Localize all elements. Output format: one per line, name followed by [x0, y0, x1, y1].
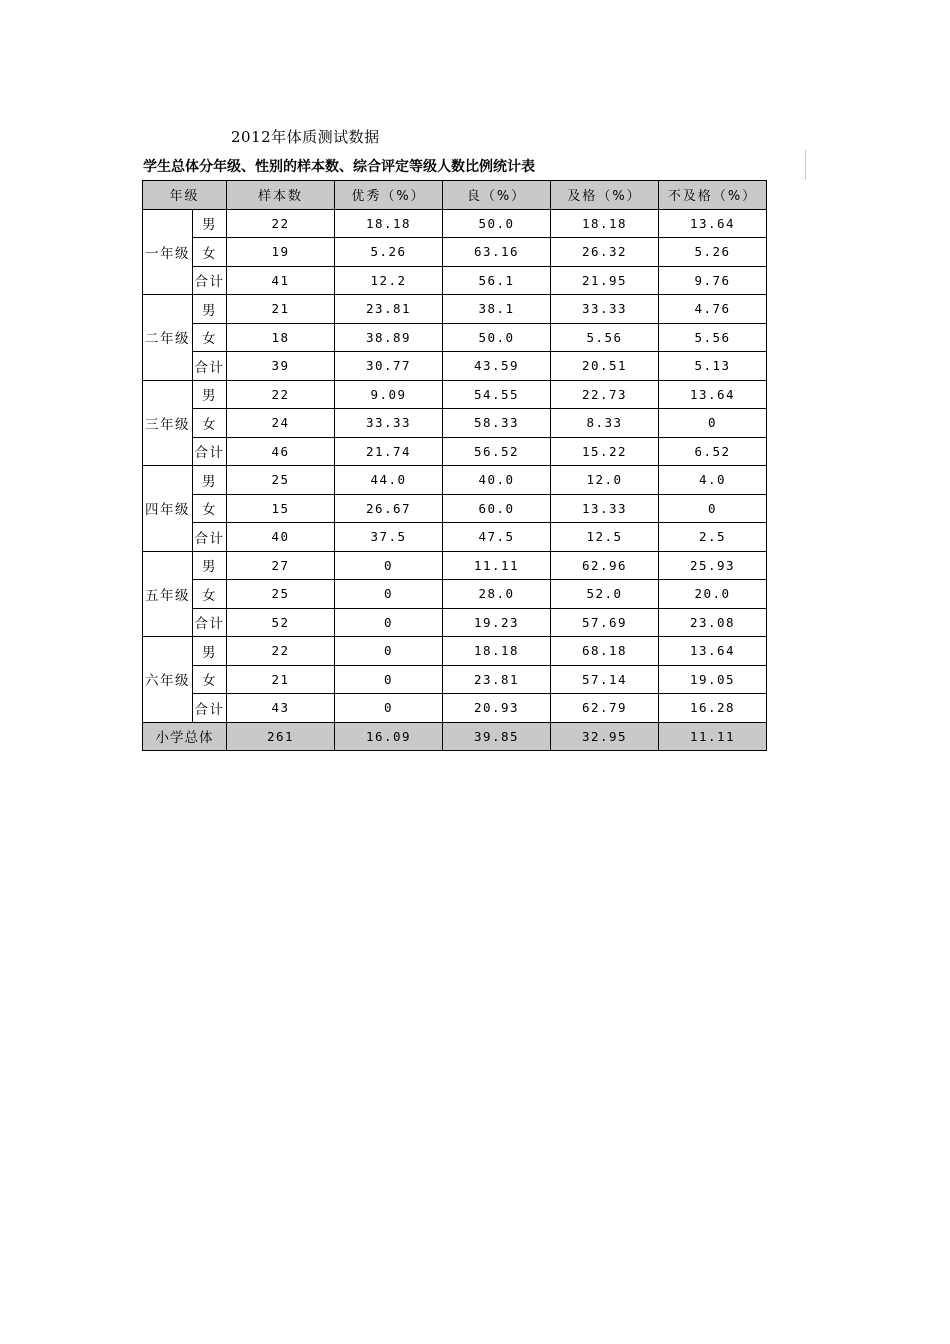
- cell-good: 50.0: [443, 323, 551, 352]
- cell-pass: 21.95: [551, 266, 659, 295]
- cell-excellent: 38.89: [335, 323, 443, 352]
- cell-fail: 6.52: [659, 437, 767, 466]
- cell-excellent: 44.0: [335, 466, 443, 495]
- gender-label: 合计: [193, 523, 227, 552]
- header-grade: 年级: [143, 181, 227, 210]
- grade-label: 五年级: [143, 551, 193, 637]
- header-good: 良（%）: [443, 181, 551, 210]
- cell-pass: 26.32: [551, 238, 659, 267]
- total-sample-size: 261: [227, 722, 335, 751]
- table-row: [143, 551, 767, 580]
- cell-excellent: 30.77: [335, 352, 443, 381]
- cell-fail: 4.0: [659, 466, 767, 495]
- gender-label: 男: [193, 466, 227, 495]
- cell-sample-size: 22: [227, 637, 335, 666]
- cell-good: 60.0: [443, 494, 551, 523]
- gender-label: 男: [193, 380, 227, 409]
- gender-label: 女: [193, 665, 227, 694]
- gender-label: 女: [193, 494, 227, 523]
- table-row: [143, 523, 767, 552]
- total-label: 小学总体: [143, 722, 227, 751]
- table-row: [143, 608, 767, 637]
- cell-excellent: 0: [335, 694, 443, 723]
- fitness-stats-table: [142, 180, 767, 751]
- gender-label: 女: [193, 323, 227, 352]
- grade-label: 三年级: [143, 380, 193, 466]
- grade-label: 六年级: [143, 637, 193, 723]
- cell-sample-size: 21: [227, 665, 335, 694]
- cell-sample-size: 22: [227, 380, 335, 409]
- gender-label: 男: [193, 295, 227, 324]
- cell-good: 38.1: [443, 295, 551, 324]
- table-row: [143, 437, 767, 466]
- cell-excellent: 26.67: [335, 494, 443, 523]
- cell-fail: 13.64: [659, 209, 767, 238]
- cell-fail: 0: [659, 409, 767, 438]
- cell-sample-size: 40: [227, 523, 335, 552]
- cell-excellent: 0: [335, 551, 443, 580]
- table-row: [143, 352, 767, 381]
- header-fail: 不及格（%）: [659, 181, 767, 210]
- cell-good: 18.18: [443, 637, 551, 666]
- cell-good: 43.59: [443, 352, 551, 381]
- cell-pass: 20.51: [551, 352, 659, 381]
- grade-label: 二年级: [143, 295, 193, 381]
- cell-excellent: 9.09: [335, 380, 443, 409]
- total-excellent: 16.09: [335, 722, 443, 751]
- cell-sample-size: 25: [227, 466, 335, 495]
- table-title: 学生总体分年级、性别的样本数、综合评定等级人数比例统计表: [143, 159, 535, 175]
- cell-good: 47.5: [443, 523, 551, 552]
- table-row: [143, 323, 767, 352]
- cell-pass: 68.18: [551, 637, 659, 666]
- total-good: 39.85: [443, 722, 551, 751]
- cell-pass: 18.18: [551, 209, 659, 238]
- cell-good: 23.81: [443, 665, 551, 694]
- table-row: [143, 380, 767, 409]
- cell-good: 20.93: [443, 694, 551, 723]
- cell-pass: 5.56: [551, 323, 659, 352]
- gender-label: 合计: [193, 694, 227, 723]
- cell-fail: 23.08: [659, 608, 767, 637]
- cell-excellent: 0: [335, 580, 443, 609]
- table-row: [143, 409, 767, 438]
- cell-pass: 57.14: [551, 665, 659, 694]
- header-row: [143, 181, 767, 210]
- table-row: [143, 580, 767, 609]
- cell-excellent: 37.5: [335, 523, 443, 552]
- cell-sample-size: 43: [227, 694, 335, 723]
- cell-fail: 20.0: [659, 580, 767, 609]
- cell-fail: 19.05: [659, 665, 767, 694]
- cell-sample-size: 25: [227, 580, 335, 609]
- cell-pass: 52.0: [551, 580, 659, 609]
- cell-sample-size: 52: [227, 608, 335, 637]
- cell-good: 19.23: [443, 608, 551, 637]
- cell-excellent: 0: [335, 637, 443, 666]
- table-body: [143, 209, 767, 751]
- cell-sample-size: 24: [227, 409, 335, 438]
- gender-label: 合计: [193, 437, 227, 466]
- document-title: 2012年体质测试数据: [231, 128, 380, 146]
- cell-pass: 12.0: [551, 466, 659, 495]
- cell-fail: 2.5: [659, 523, 767, 552]
- cell-fail: 5.26: [659, 238, 767, 267]
- gender-label: 男: [193, 637, 227, 666]
- gender-label: 合计: [193, 608, 227, 637]
- cell-sample-size: 22: [227, 209, 335, 238]
- grade-label: 一年级: [143, 209, 193, 295]
- table-row: [143, 637, 767, 666]
- cell-pass: 62.79: [551, 694, 659, 723]
- table-row: [143, 238, 767, 267]
- cell-fail: 4.76: [659, 295, 767, 324]
- cell-excellent: 18.18: [335, 209, 443, 238]
- table-row: [143, 665, 767, 694]
- page-edge-divider: [805, 150, 806, 180]
- table-row: [143, 295, 767, 324]
- cell-sample-size: 19: [227, 238, 335, 267]
- gender-label: 合计: [193, 266, 227, 295]
- cell-excellent: 0: [335, 608, 443, 637]
- gender-label: 男: [193, 551, 227, 580]
- cell-fail: 0: [659, 494, 767, 523]
- cell-pass: 13.33: [551, 494, 659, 523]
- gender-label: 女: [193, 580, 227, 609]
- header-pass: 及格（%）: [551, 181, 659, 210]
- cell-excellent: 23.81: [335, 295, 443, 324]
- cell-fail: 13.64: [659, 380, 767, 409]
- cell-fail: 9.76: [659, 266, 767, 295]
- table-row: [143, 266, 767, 295]
- cell-pass: 22.73: [551, 380, 659, 409]
- table-row: [143, 494, 767, 523]
- gender-label: 女: [193, 409, 227, 438]
- cell-fail: 5.56: [659, 323, 767, 352]
- cell-excellent: 5.26: [335, 238, 443, 267]
- cell-sample-size: 21: [227, 295, 335, 324]
- gender-label: 合计: [193, 352, 227, 381]
- total-fail: 11.11: [659, 722, 767, 751]
- cell-fail: 13.64: [659, 637, 767, 666]
- cell-sample-size: 18: [227, 323, 335, 352]
- total-row: [143, 722, 767, 751]
- cell-pass: 8.33: [551, 409, 659, 438]
- cell-pass: 15.22: [551, 437, 659, 466]
- cell-excellent: 0: [335, 665, 443, 694]
- table-row: [143, 209, 767, 238]
- table-row: [143, 466, 767, 495]
- cell-fail: 16.28: [659, 694, 767, 723]
- gender-label: 女: [193, 238, 227, 267]
- cell-good: 50.0: [443, 209, 551, 238]
- cell-excellent: 33.33: [335, 409, 443, 438]
- table-row: [143, 694, 767, 723]
- grade-label: 四年级: [143, 466, 193, 552]
- cell-fail: 25.93: [659, 551, 767, 580]
- cell-good: 28.0: [443, 580, 551, 609]
- cell-sample-size: 39: [227, 352, 335, 381]
- cell-pass: 12.5: [551, 523, 659, 552]
- cell-pass: 57.69: [551, 608, 659, 637]
- cell-sample-size: 27: [227, 551, 335, 580]
- cell-pass: 62.96: [551, 551, 659, 580]
- cell-good: 40.0: [443, 466, 551, 495]
- cell-good: 11.11: [443, 551, 551, 580]
- cell-sample-size: 46: [227, 437, 335, 466]
- gender-label: 男: [193, 209, 227, 238]
- cell-sample-size: 41: [227, 266, 335, 295]
- cell-excellent: 12.2: [335, 266, 443, 295]
- cell-good: 56.52: [443, 437, 551, 466]
- header-excellent: 优秀（%）: [335, 181, 443, 210]
- cell-good: 63.16: [443, 238, 551, 267]
- cell-sample-size: 15: [227, 494, 335, 523]
- cell-good: 54.55: [443, 380, 551, 409]
- header-sample-size: 样本数: [227, 181, 335, 210]
- cell-good: 58.33: [443, 409, 551, 438]
- cell-fail: 5.13: [659, 352, 767, 381]
- cell-pass: 33.33: [551, 295, 659, 324]
- cell-good: 56.1: [443, 266, 551, 295]
- total-pass: 32.95: [551, 722, 659, 751]
- cell-excellent: 21.74: [335, 437, 443, 466]
